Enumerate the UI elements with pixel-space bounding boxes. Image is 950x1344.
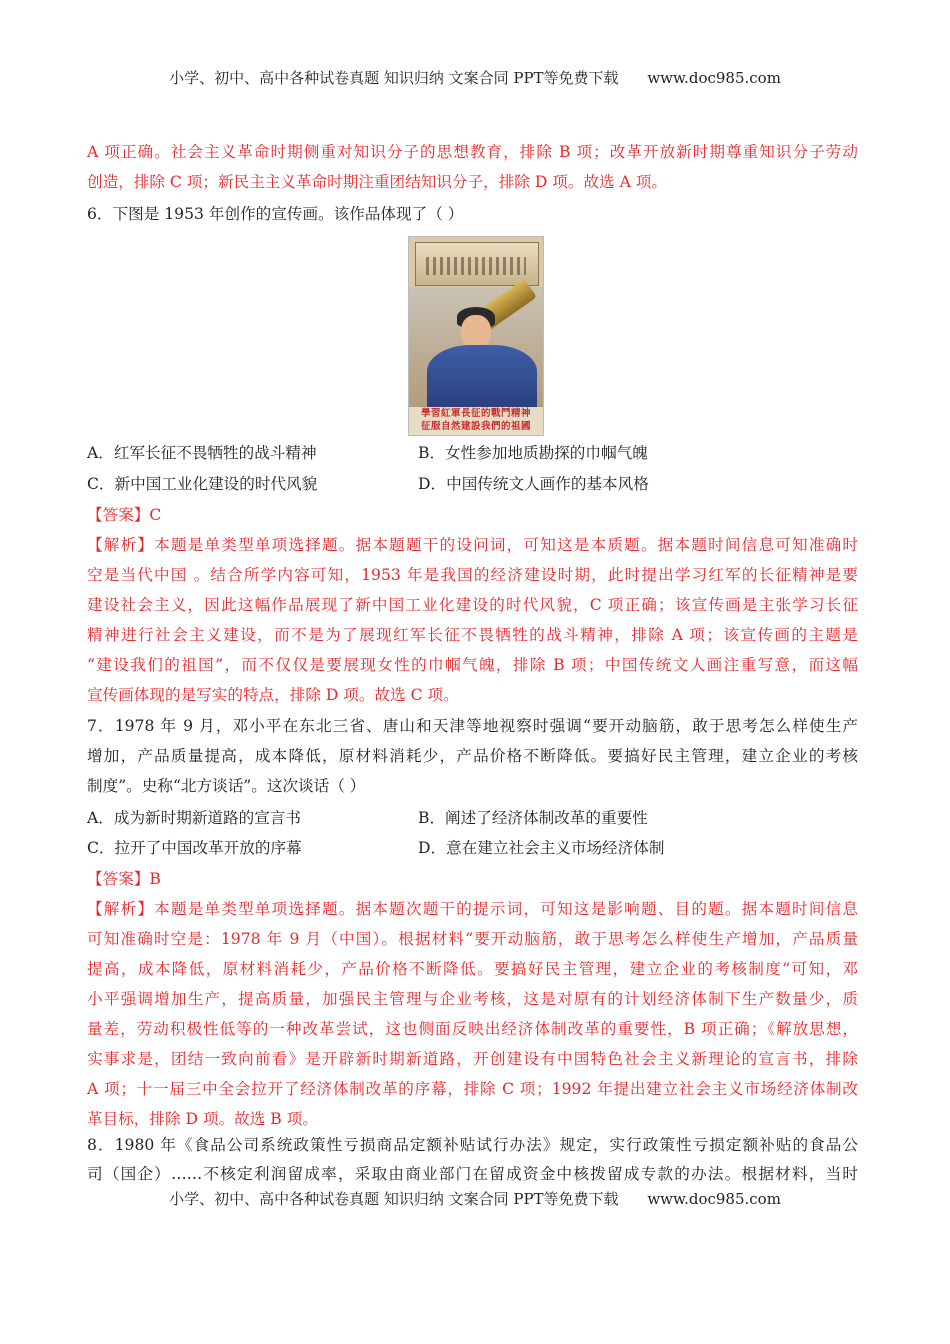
footer-url: www.doc985.com: [647, 1190, 781, 1208]
question-stem-line: 制度”。史称“北方谈话”。这次谈话（ ）: [87, 777, 366, 795]
poster-figure-face: [461, 315, 491, 349]
analysis-line: 实事求是，团结一致向前看》是开辟新时期新道路，开创建设有中国特色社会主义新理论的宣言书，排除: [87, 1050, 858, 1068]
q7-answer-analysis: [87, 864, 858, 1134]
analysis-line: A 项；十一届三中全会拉开了经济体制改革的序幕，排除 C 项；1992 年提出建立社会主义市场经济体制改: [87, 1080, 858, 1098]
page-footer: [0, 1189, 950, 1209]
analysis-line: 精神进行社会主义建设，而不是为了展现红军长征不畏牺牲的战斗精神，排除 A 项；该宣传画的主题是: [87, 626, 858, 644]
question-stem-line: 增加，产品质量提高，成本降低，原材料消耗少，产品价格不断降低。要搞好民主管理，建立企业的考核: [87, 747, 858, 765]
option-c: C．拉开了中国改革开放的序幕: [87, 839, 302, 857]
question-6-stem: [87, 199, 858, 229]
question-stem-line: 6．下图是 1953 年创作的宣传画。该作品体现了（ ）: [87, 205, 464, 223]
option-d: D．中国传统文人画作的基本风格: [418, 475, 649, 493]
poster-figure-body: [427, 345, 537, 411]
question-stem-line: 司（国企）……不核定利润留成率，采取由商业部门在留成资金中核拨留成专款的办法。根据材料，当时: [87, 1165, 858, 1183]
analysis-line: 量差，劳动积极性低等的一种改革尝试，这也侧面反映出经济体制改革的重要性，B 项正确；《解放思想，: [87, 1020, 858, 1038]
analysis-line: 创造，排除 C 项；新民主主义革命时期注重团结知识分子，排除 D 项。故选 A 项。: [87, 173, 668, 191]
header-url: www.doc985.com: [647, 69, 781, 87]
analysis-line: “建设我们的祖国”，而不仅仅是要展现女性的巾帼气魄，排除 B 项；中国传统文人画注重写意，而这幅: [87, 656, 858, 674]
poster-caption-line: 學習紅軍長征的戰鬥精神: [420, 408, 531, 419]
analysis-line: 革目标，排除 D 项。故选 B 项。: [87, 1110, 318, 1128]
analysis-line: 提高，成本降低，原材料消耗少，产品价格不断降低。要搞好民主管理，建立企业的考核制度”可知，邓: [87, 960, 858, 978]
analysis-line: 可知准确时空是：1978 年 9 月（中国）。根据材料“要开动脑筋，敢于思考怎么样使生产增加，产品质量: [87, 930, 858, 948]
analysis-line: A 项正确。社会主义革命时期侧重对知识分子的思想教育，排除 B 项；改革开放新时期尊重知识分子劳动: [87, 143, 858, 161]
analysis-line: 小平强调增加生产，提高质量，加强民主管理与企业考核，这是对原有的计划经济体制下生产数量少，质: [87, 990, 858, 1008]
question-stem-line: 7．1978 年 9 月，邓小平在东北三省、唐山和天津等地视察时强调“要开动脑筋，敢于思考怎么样使生产: [87, 717, 858, 735]
analysis-line: 建设社会主义，因此这幅作品展现了新中国工业化建设的时代风貌，C 项正确；该宣传画是主张学习长征: [87, 596, 858, 614]
analysis-line: 【解析】本题是单类型单项选择题。据本题题干的设问词，可知这是本质题。据本题时间信息可知准确时: [87, 536, 858, 554]
question-8-stem: [87, 1131, 858, 1189]
header-text: 小学、初中、高中各种试卷真题 知识归纳 文案合同 PPT等免费下载: [169, 69, 619, 87]
analysis-line: 【解析】本题是单类型单项选择题。据本题次题干的提示词，可知这是影响题、目的题。据本题时间信息: [87, 900, 858, 918]
page-header: [0, 68, 950, 88]
question-stem-line: 8．1980 年《食品公司系统政策性亏损商品定额补贴试行办法》规定，实行政策性亏损定额补贴的食品公: [87, 1136, 858, 1154]
poster-caption: [409, 407, 543, 435]
poster-caption-line: 征服自然建設我們的祖國: [420, 421, 531, 432]
analysis-line: 空是当代中国 。结合所学内容可知，1953 年是我国的经济建设时期，此时提出学习红军的长征精神是要: [87, 566, 858, 584]
option-b: B．女性参加地质勘探的巾帼气魄: [418, 444, 648, 462]
option-c: C．新中国工业化建设的时代风貌: [87, 475, 318, 493]
answer: 【答案】C: [87, 506, 162, 524]
q6-answer-analysis: [87, 500, 858, 710]
question-7-stem: [87, 711, 858, 801]
option-a: A．成为新时期新道路的宣言书: [87, 809, 301, 827]
option-b: B．阐述了经济体制改革的重要性: [418, 809, 648, 827]
poster-long-march-sketch: [415, 242, 539, 286]
option-d: D．意在建立社会主义市场经济体制: [418, 839, 665, 857]
answer: 【答案】B: [87, 870, 161, 888]
analysis-line: 宣传画体现的是写实的特点，排除 D 项。故选 C 项。: [87, 686, 459, 704]
propaganda-poster-image: [408, 236, 544, 436]
footer-text: 小学、初中、高中各种试卷真题 知识归纳 文案合同 PPT等免费下载: [169, 1190, 619, 1208]
option-a: A．红军长征不畏牺牲的战斗精神: [87, 444, 317, 462]
previous-analysis: [87, 137, 858, 197]
